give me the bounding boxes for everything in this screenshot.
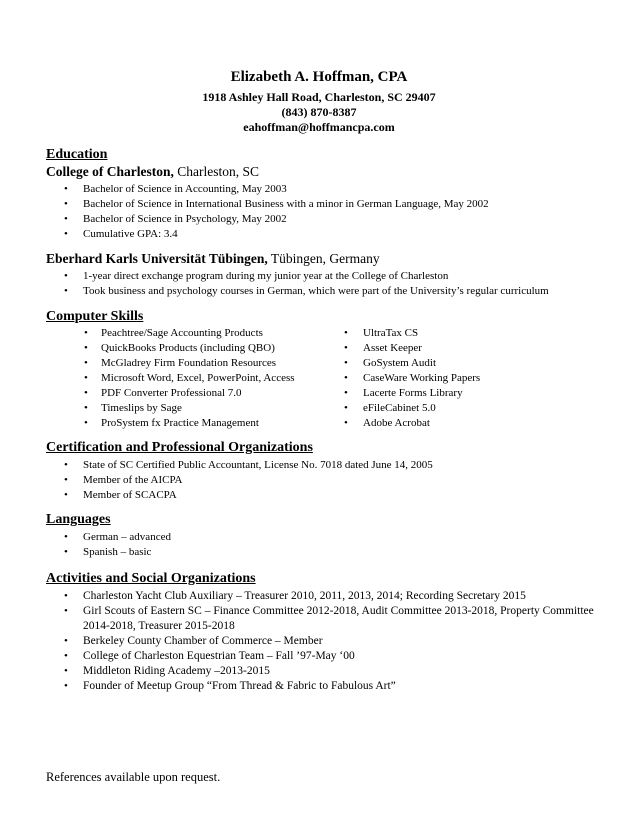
education-heading: Education	[46, 147, 108, 162]
skills-column-right	[341, 326, 480, 431]
education-section	[46, 147, 616, 299]
school-college-of-charleston	[46, 163, 616, 180]
list-item: • 1-year direct exchange program during my junior year at the College of Charleston	[46, 269, 616, 284]
certification-heading: Certification and Professional Organizations	[46, 440, 313, 455]
list-item: • German – advanced	[46, 530, 616, 545]
certification-section	[46, 440, 616, 503]
email: eahoffman@hoffmancpa.com	[243, 120, 395, 134]
languages-list	[46, 530, 616, 560]
skill-item: • Asset Keeper	[341, 341, 480, 356]
certification-list	[46, 458, 616, 503]
address: 1918 Ashley Hall Road, Charleston, SC 29407	[202, 90, 436, 104]
resume-header	[0, 68, 638, 135]
activities-list	[46, 589, 616, 694]
skill-item: • Peachtree/Sage Accounting Products	[46, 326, 341, 341]
school-name: College of Charleston,	[46, 164, 174, 179]
list-item: • College of Charleston Equestrian Team – Fall ’97-May ‘00	[46, 649, 616, 664]
list-item: • Bachelor of Science in International Business with a minor in German Language, May 2002	[46, 197, 616, 212]
languages-section	[46, 512, 616, 560]
list-item: • Berkeley County Chamber of Commerce – Member	[46, 634, 616, 649]
skill-item: • Lacerte Forms Library	[341, 386, 480, 401]
skill-item: • QuickBooks Products (including QBO)	[46, 341, 341, 356]
skills-column-left	[46, 326, 341, 431]
activities-section	[46, 571, 616, 694]
school-location: Tübingen, Germany	[267, 251, 380, 266]
list-item: • Charleston Yacht Club Auxiliary – Treasurer 2010, 2011, 2013, 2014; Recording Secretary 2015	[46, 589, 616, 604]
skill-item: • UltraTax CS	[341, 326, 480, 341]
skill-item: • Microsoft Word, Excel, PowerPoint, Access	[46, 371, 341, 386]
languages-heading: Languages	[46, 512, 111, 527]
school-name: Eberhard Karls Universität Tübingen,	[46, 251, 268, 266]
list-item: • Spanish – basic	[46, 545, 616, 560]
skill-item: • McGladrey Firm Foundation Resources	[46, 356, 341, 371]
list-item: • State of SC Certified Public Accountant, License No. 7018 dated June 14, 2005	[46, 458, 616, 473]
skill-item: • eFileCabinet 5.0	[341, 401, 480, 416]
list-item: • Took business and psychology courses in German, which were part of the University’s regular curriculum	[46, 284, 616, 299]
list-item: • Middleton Riding Academy –2013-2015	[46, 664, 616, 679]
skill-item: • Timeslips by Sage	[46, 401, 341, 416]
resume-body	[46, 147, 616, 694]
phone: (843) 870-8387	[281, 105, 357, 119]
activities-heading: Activities and Social Organizations	[46, 571, 256, 586]
skill-item: • CaseWare Working Papers	[341, 371, 480, 386]
degree-list	[46, 182, 616, 242]
school-location: Charleston, SC	[173, 164, 259, 179]
exchange-list	[46, 269, 616, 299]
skill-item: • ProSystem fx Practice Management	[46, 416, 341, 431]
school-tubingen	[46, 250, 616, 267]
list-item: • Founder of Meetup Group “From Thread & Fabric to Fabulous Art”	[46, 679, 616, 694]
list-item: • Cumulative GPA: 3.4	[46, 227, 616, 242]
computer-skills-heading: Computer Skills	[46, 309, 144, 324]
computer-skills-section	[46, 309, 616, 431]
skill-item: • PDF Converter Professional 7.0	[46, 386, 341, 401]
list-item: • Girl Scouts of Eastern SC – Finance Committee 2012-2018, Audit Committee 2013-2018, Property Committee 2014-2018, Treasurer 2015-2018	[46, 604, 616, 634]
list-item: • Member of the AICPA	[46, 473, 616, 488]
skill-item: • GoSystem Audit	[341, 356, 480, 371]
skills-columns	[46, 326, 616, 431]
references-note: References available upon request.	[46, 770, 221, 784]
candidate-name: Elizabeth A. Hoffman, CPA	[230, 69, 408, 85]
list-item: • Bachelor of Science in Accounting, May 2003	[46, 182, 616, 197]
skill-item: • Adobe Acrobat	[341, 416, 480, 431]
list-item: • Bachelor of Science in Psychology, May 2002	[46, 212, 616, 227]
list-item: • Member of SCACPA	[46, 488, 616, 503]
